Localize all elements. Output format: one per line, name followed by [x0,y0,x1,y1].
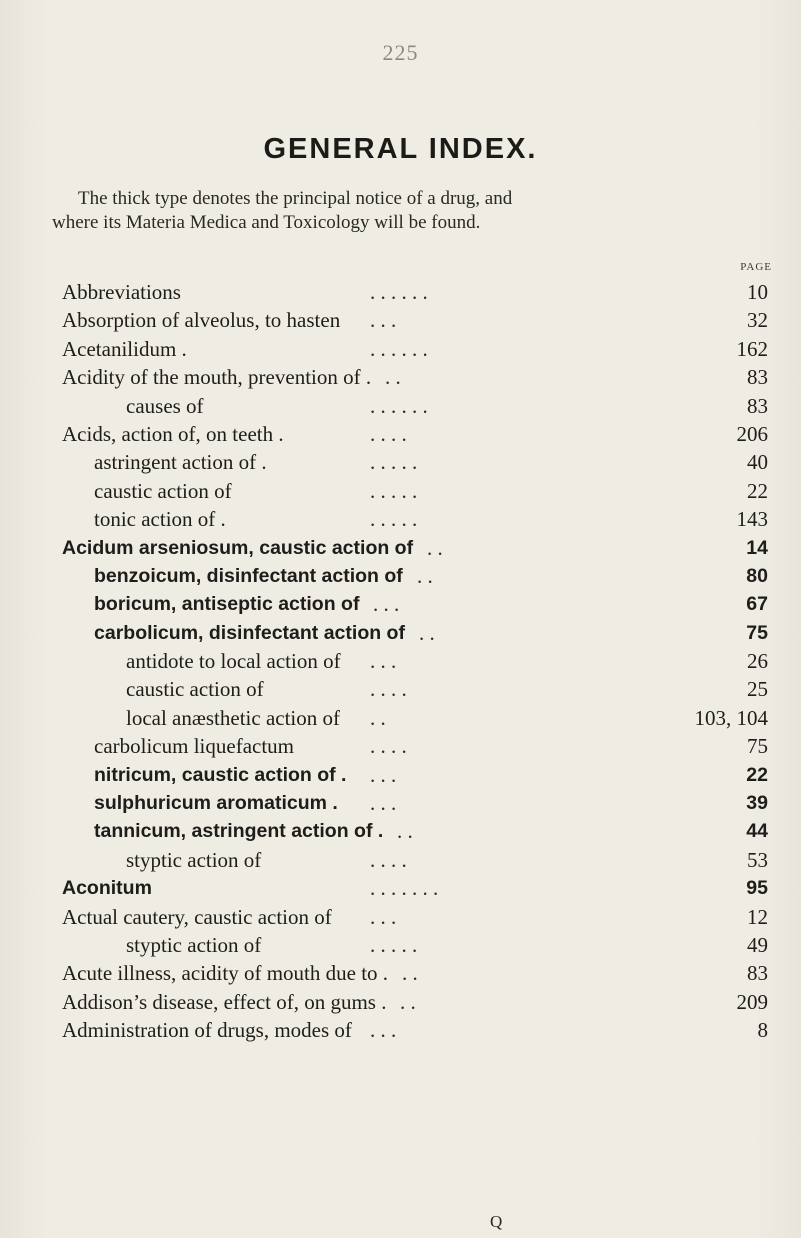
entry-label: styptic action of [126,932,262,957]
leader-dots: . . . . . [370,478,418,503]
entry-label: Administration of drugs, modes of [62,1018,352,1043]
entry-page-number: 83 [747,365,768,390]
leader-dots: . . . . . . [370,280,428,304]
entry-label: tannicum, astringent action of . [94,820,384,843]
index-entry [0,590,801,618]
index-entry [0,534,801,562]
index-entry [0,874,801,902]
leader-dots: . . . . . [370,507,418,532]
index-entry [0,306,801,334]
entry-label: Aconitum [62,877,152,900]
index-entry [0,505,801,533]
entry-page-number: 103, 104 [694,705,768,730]
index-entries [0,278,801,1045]
entry-label: Abbreviations [62,280,181,304]
entry-label: astringent action of . [94,450,267,475]
entry-label: caustic action of [94,478,232,503]
page-title: GENERAL INDEX. [263,133,538,165]
index-entry [0,335,801,363]
leader-dots: . . . [370,308,397,333]
entry-label: Absorption of alveolus, to hasten [62,308,341,333]
index-entry [0,675,801,703]
leader-dots: . . . [370,649,397,674]
entry-page-number: 25 [747,677,768,702]
intro-line: The thick type denotes the principal notice of a drug, and [78,188,513,209]
entry-page-number: 206 [736,421,768,446]
entry-page-number: 44 [746,820,768,843]
entry-page-number: 32 [747,308,768,333]
entry-label: Acetanilidum . [62,336,187,361]
index-entry [0,1016,801,1044]
page-number: 225 [382,40,419,65]
index-entry [0,789,801,817]
entry-label: boricum, antiseptic action of [94,593,360,616]
entry-label: Acidity of the mouth, prevention of . [62,365,372,390]
signature-mark: Q [490,1212,503,1231]
index-entry [0,448,801,476]
index-entry [0,959,801,987]
index-entry [0,392,801,420]
leader-dots: . . [397,819,413,844]
leader-dots: . . . [370,762,397,787]
entry-label: styptic action of [126,847,262,872]
entry-label: antidote to local action of [126,649,341,674]
leader-dots: . . [402,961,418,986]
entry-page-number: 39 [746,792,768,815]
entry-page-number: 12 [747,904,768,929]
index-entry [0,732,801,760]
leader-dots: . . [400,989,416,1014]
entry-page-number: 83 [747,961,768,986]
leader-dots: . . [427,535,443,560]
entry-page-number: 143 [736,507,768,532]
entry-label: Acidum arseniosum, caustic action of [62,536,414,559]
entry-page-number: 162 [736,336,768,361]
leader-dots: . . . [370,1018,397,1043]
leader-dots: . . . . [370,847,407,872]
leader-dots: . . [417,563,433,588]
entry-page-number: 75 [747,734,768,759]
index-entry [0,619,801,647]
entry-label: Addison’s disease, effect of, on gums . [62,989,387,1014]
entry-label: Acute illness, acidity of mouth due to . [62,961,389,986]
leader-dots: . . . [373,592,400,617]
leader-dots: . . . . [370,734,407,759]
index-entry [0,988,801,1016]
leader-dots: . . . [370,791,397,816]
index-entry [0,278,801,306]
leader-dots: . . . . . . [370,336,428,361]
intro-note [52,187,772,235]
leader-dots: . . . . [370,677,407,702]
entry-page-number: 95 [746,877,768,900]
index-entry [0,761,801,789]
index-entry [0,363,801,391]
entry-page-number: 14 [746,536,768,559]
index-entry [0,420,801,448]
entry-page-number: 53 [747,847,768,872]
entry-label: tonic action of . [94,507,226,532]
entry-page-number: 10 [747,280,768,304]
entry-label: local anæsthetic action of [126,705,341,730]
leader-dots: . . . . . . . [370,876,439,901]
index-entry [0,846,801,874]
index-entry [0,647,801,675]
entry-label: carbolicum, disinfectant action of [94,621,405,644]
leader-dots: . . . . [370,421,407,446]
entry-page-number: 26 [747,649,768,674]
leader-dots: . . . . . [370,450,418,475]
entry-label: causes of [126,393,204,418]
index-entry [0,817,801,845]
entry-page-number: 49 [747,932,768,957]
entry-page-number: 83 [747,393,768,418]
entry-label: sulphuricum aromaticum . [94,792,338,815]
intro-line: where its Materia Medica and Toxicology will be found. [52,212,481,233]
leader-dots: . . [370,705,386,730]
entry-page-number: 75 [746,621,768,644]
page-column-header: PAGE [740,261,772,273]
leader-dots: . . . . . . [370,393,428,418]
entry-page-number: 22 [746,763,768,786]
index-entry [0,562,801,590]
leader-dots: . . [419,620,435,645]
entry-page-number: 67 [746,593,768,616]
entry-label: Acids, action of, on teeth . [62,421,284,446]
entry-page-number: 80 [746,564,768,587]
index-entry [0,704,801,732]
entry-page-number: 8 [757,1018,768,1043]
index-entry [0,903,801,931]
entry-label: nitricum, caustic action of . [94,763,347,786]
entry-page-number: 209 [736,989,768,1014]
leader-dots: . . . . . [370,932,418,957]
leader-dots: . . [385,365,401,390]
index-entry [0,931,801,959]
entry-label: caustic action of [126,677,264,702]
entry-page-number: 22 [747,478,768,503]
entry-label: benzoicum, disinfectant action of [94,564,403,587]
entry-label: Actual cautery, caustic action of [62,904,332,929]
index-entry [0,477,801,505]
leader-dots: . . . [370,904,397,929]
entry-page-number: 40 [747,450,768,475]
entry-label: carbolicum liquefactum [94,734,295,759]
